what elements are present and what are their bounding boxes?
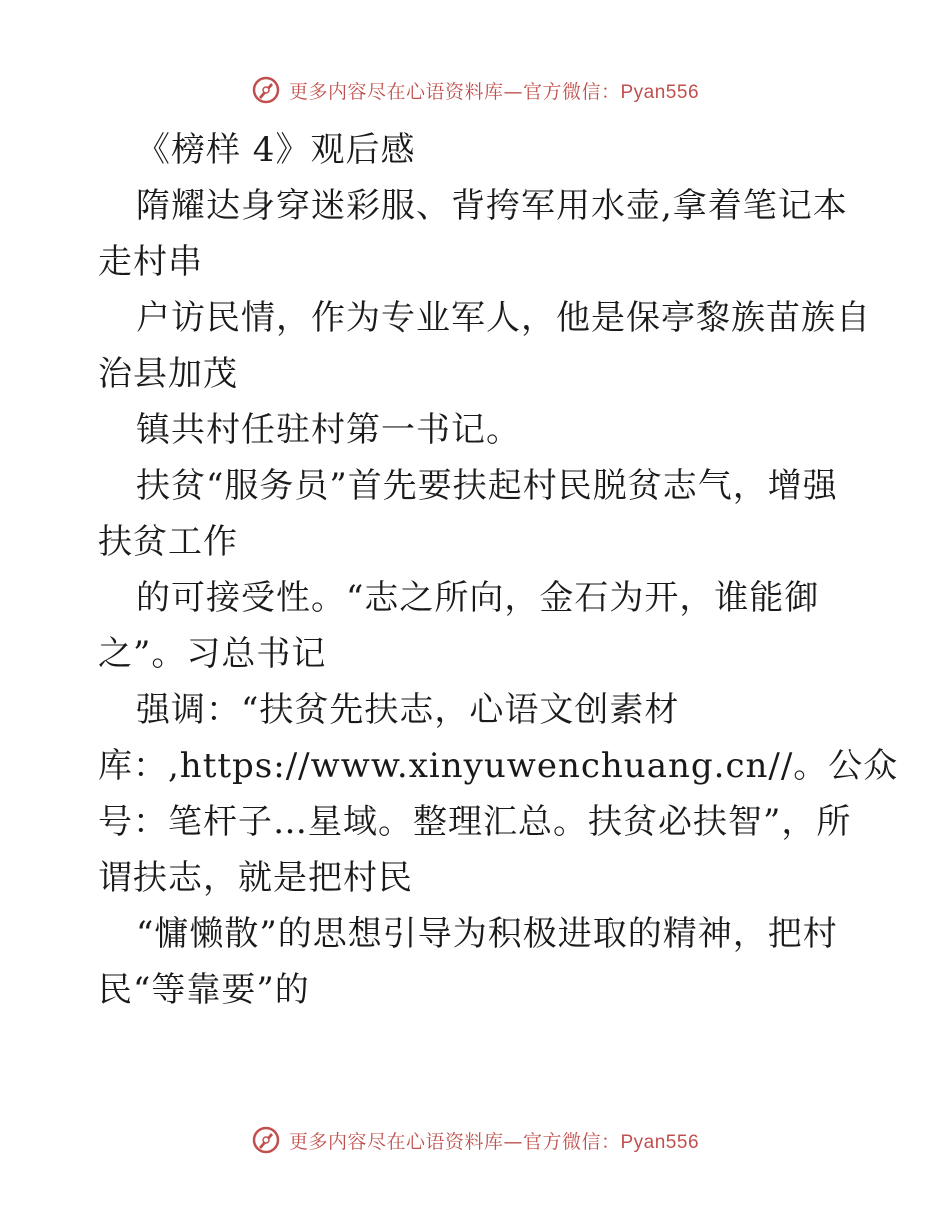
header-banner-id: Pyan556 xyxy=(620,81,700,103)
paragraph-line: 治县加茂 xyxy=(98,354,238,394)
paragraph-line: 之”。习总书记 xyxy=(98,634,327,674)
paragraph-line: 镇共村任驻村第一书记。 xyxy=(136,410,521,450)
quill-logo-icon xyxy=(251,1125,281,1155)
header-banner-text xyxy=(289,77,699,104)
quill-logo-icon xyxy=(251,75,281,105)
paragraph-line: 的可接受性。“志之所向，金石为开，谁能御 xyxy=(136,578,820,618)
paragraph-line: “慵懒散”的思想引导为积极进取的精神，把村 xyxy=(136,914,838,954)
footer-banner-main: 更多内容尽在心语资料库—官方微信： xyxy=(288,1130,621,1153)
footer-banner-text xyxy=(289,1127,699,1154)
footer-banner-id: Pyan556 xyxy=(620,1131,700,1153)
header-banner-main: 更多内容尽在心语资料库—官方微信： xyxy=(288,80,621,103)
document-body xyxy=(98,122,899,1018)
paragraph-line: 号：笔杆子…星域。整理汇总。扶贫必扶智”，所 xyxy=(98,802,852,842)
document-title: 《榜样 4》观后感 xyxy=(136,130,416,170)
paragraph-line: 隋耀达身穿迷彩服、背挎军用水壶,拿着笔记本 xyxy=(136,186,848,226)
paragraph-line: 强调：“扶贫先扶志，心语文创素材 xyxy=(136,690,680,730)
header-banner xyxy=(0,72,950,108)
paragraph-line: 扶贫“服务员”首先要扶起村民脱贫志气，增强 xyxy=(136,466,838,506)
paragraph-line: 库：,https://www.xinyuwenchuang.cn//。公众 xyxy=(98,746,899,786)
footer-banner xyxy=(0,1122,950,1158)
paragraph-line: 走村串 xyxy=(98,242,203,282)
paragraph-line: 户访民情，作为专业军人，他是保亭黎族苗族自 xyxy=(136,298,871,338)
paragraph-line: 民“等靠要”的 xyxy=(98,970,310,1010)
paragraph-line: 扶贫工作 xyxy=(98,522,238,562)
paragraph-line: 谓扶志，就是把村民 xyxy=(98,858,413,898)
